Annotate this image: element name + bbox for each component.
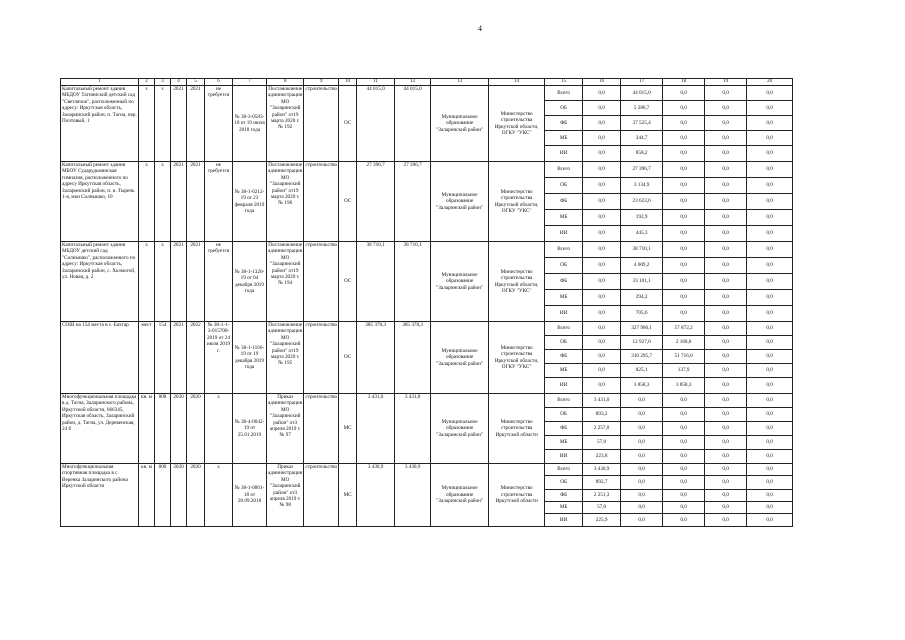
- amount-cell: 0,0: [705, 422, 747, 436]
- table-row: [61, 86, 793, 101]
- amount-cell: 3 858,3: [663, 378, 705, 394]
- limit-cell: 3 431,0: [395, 394, 431, 464]
- amount-cell: 0,0: [747, 394, 793, 408]
- budget-type-cell: ОБ: [545, 101, 583, 116]
- amount-cell: 0,0: [663, 394, 705, 408]
- amount-cell: 0,0: [621, 408, 663, 422]
- amount-cell: 38 710,1: [621, 242, 663, 258]
- column-number-6: 6: [205, 79, 233, 86]
- budget-type-cell: МБ: [545, 210, 583, 226]
- amount-cell: 0,0: [747, 490, 793, 502]
- amount-cell: 0,0: [747, 274, 793, 290]
- object-name: Многофункциональная спортивная площадка в с. Веренка Заларинского района Иркутской области: [61, 464, 139, 527]
- capacity-cell: 800: [155, 464, 171, 527]
- amount-cell: 0,0: [705, 274, 747, 290]
- recipient-cell: Министерство строительства Иркутской области, ОГКУ "УКС": [489, 162, 545, 242]
- amount-cell: 0,0: [663, 450, 705, 464]
- amount-cell: 0,0: [747, 436, 793, 450]
- budget-type-cell: ОБ: [545, 476, 583, 490]
- end-year-cell: 2021: [187, 242, 205, 322]
- estimate-cell: № 38-1-0212-19 от 23 февраля 2019 года: [233, 162, 267, 242]
- budget-type-cell: Всего: [545, 86, 583, 101]
- object-name: СОШ на 154 места в с. Бахтар: [61, 322, 139, 394]
- table-row: [61, 162, 793, 178]
- customer-cell: Муниципальное образование "Заларинский район": [431, 464, 489, 527]
- amount-cell: 0,0: [583, 290, 621, 306]
- object-name: Капитальный ремонт здания МБДОУ Тагнинский детский сад "Светлячок", расположенный по адресу: Иркутская область, Заларинский район, п. Тагна, пер. Почтовый, 1: [61, 86, 139, 162]
- amount-cell: 0,0: [747, 502, 793, 514]
- estimate-cell: № 38-1-0801-18 от 28.09.2018: [233, 464, 267, 527]
- work-type-cell: строительство: [304, 242, 339, 322]
- recipient-cell: Министерство строительства Иркутской области: [489, 394, 545, 464]
- decree-cell: Приказ администрации МО "Заларинский район" от3 апреля 2019 г. № 97: [267, 394, 304, 464]
- amount-cell: 0,0: [747, 258, 793, 274]
- amount-cell: 892,7: [583, 476, 621, 490]
- capacity-cell: х: [155, 86, 171, 162]
- amount-cell: 0,0: [705, 242, 747, 258]
- amount-cell: 0,0: [747, 364, 793, 378]
- margin-mark: ·: [5, 610, 7, 615]
- start-year-cell: 2021: [171, 322, 187, 394]
- amount-cell: 0,0: [663, 290, 705, 306]
- amount-cell: 0,0: [663, 146, 705, 162]
- table-row: [61, 322, 793, 336]
- amount-cell: 0,0: [705, 464, 747, 476]
- amount-cell: 310 295,7: [621, 350, 663, 364]
- financing-source-cell: ОС: [339, 162, 357, 242]
- amount-cell: 327 906,1: [621, 322, 663, 336]
- amount-cell: 0,0: [583, 101, 621, 116]
- estimate-cell: № 38-1-1166-19 от 19 декабря 2019 года: [233, 322, 267, 394]
- amount-cell: 0,0: [747, 306, 793, 322]
- amount-cell: 0,0: [747, 450, 793, 464]
- work-type-cell: строительство: [304, 464, 339, 527]
- start-year-cell: 2020: [171, 394, 187, 464]
- start-year-cell: 2021: [171, 86, 187, 162]
- column-number-1: 1: [61, 79, 139, 86]
- financing-source-cell: МС: [339, 394, 357, 464]
- amount-cell: 0,0: [583, 242, 621, 258]
- unit-cell: кв. м: [139, 394, 155, 464]
- amount-cell: 0,0: [583, 378, 621, 394]
- amount-cell: 0,0: [583, 306, 621, 322]
- amount-cell: 705,6: [621, 306, 663, 322]
- budget-type-cell: ОБ: [545, 178, 583, 194]
- expertise-cell: х: [205, 464, 233, 527]
- amount-cell: 0,0: [747, 290, 793, 306]
- column-number-3: 3: [155, 79, 171, 86]
- amount-cell: 23 623,6: [621, 194, 663, 210]
- budget-type-cell: ОБ: [545, 258, 583, 274]
- amount-cell: 858,2: [621, 146, 663, 162]
- amount-cell: 2 257,0: [583, 422, 621, 436]
- amount-cell: 0,0: [747, 464, 793, 476]
- amount-cell: 0,0: [663, 226, 705, 242]
- amount-cell: 0,0: [705, 162, 747, 178]
- budget-type-cell: Всего: [545, 322, 583, 336]
- amount-cell: 0,0: [583, 258, 621, 274]
- amount-cell: 0,0: [583, 274, 621, 290]
- unit-cell: х: [139, 162, 155, 242]
- unit-cell: х: [139, 86, 155, 162]
- budget-type-cell: Всего: [545, 242, 583, 258]
- amount-cell: 137,9: [663, 364, 705, 378]
- amount-cell: 0,0: [705, 131, 747, 146]
- amount-cell: 0,0: [747, 476, 793, 490]
- amount-cell: 0,0: [705, 290, 747, 306]
- amount-cell: 225,9: [583, 514, 621, 527]
- column-number-2: 2: [139, 79, 155, 86]
- amount-cell: 0,0: [747, 422, 793, 436]
- amount-cell: 0,0: [663, 274, 705, 290]
- amount-cell: 12 927,0: [621, 336, 663, 350]
- column-number-4: 4: [171, 79, 187, 86]
- estimate-cell: № 38-3-0583-18 от 19 июля 2018 года: [233, 86, 267, 162]
- column-number-15: 15: [545, 79, 583, 86]
- expertise-cell: не требуется: [205, 86, 233, 162]
- budget-type-cell: Всего: [545, 464, 583, 476]
- amount-cell: 0,0: [747, 242, 793, 258]
- amount-cell: 0,0: [663, 408, 705, 422]
- amount-cell: 0,0: [705, 178, 747, 194]
- margin-mark: ·: [5, 580, 7, 585]
- budget-type-cell: ИИ: [545, 450, 583, 464]
- customer-cell: Муниципальное образование "Заларинский район": [431, 394, 489, 464]
- object-name: Капитальный ремонт здания МБОУ Сударудьминская гимназия, расположенного по адресу Иркутская область, Заларинский район, п. и. Тырепь 1-я, мкн Солнышко, 10: [61, 162, 139, 242]
- decree-cell: Постановление администрации МО "Заларинский район" от19 марта 2020 г. № 196: [267, 162, 304, 242]
- customer-cell: Муниципальное образование "Заларинский район": [431, 86, 489, 162]
- column-number-17: 17: [621, 79, 663, 86]
- table-row: [61, 394, 793, 408]
- capacity-cell: х: [155, 242, 171, 322]
- expertise-cell: не требуется: [205, 242, 233, 322]
- table-row: [61, 242, 793, 258]
- amount-cell: 0,0: [705, 476, 747, 490]
- amount-cell: 0,0: [663, 514, 705, 527]
- amount-cell: 0,0: [663, 116, 705, 131]
- amount-cell: 0,0: [705, 394, 747, 408]
- budget-type-cell: ФБ: [545, 116, 583, 131]
- budget-type-cell: МБ: [545, 131, 583, 146]
- capacity-cell: 154: [155, 322, 171, 394]
- amount-cell: 0,0: [705, 146, 747, 162]
- expertise-cell: № 38-1-1-3-015708-2019 от 24 июля 2019 г.: [205, 322, 233, 394]
- amount-cell: 0,0: [663, 131, 705, 146]
- column-number-9: 9: [304, 79, 339, 86]
- amount-cell: 0,0: [663, 502, 705, 514]
- amount-cell: 0,0: [747, 131, 793, 146]
- amount-cell: 445,3: [621, 226, 663, 242]
- budget-type-cell: Всего: [545, 394, 583, 408]
- limit-cell: 44 015,0: [395, 86, 431, 162]
- amount-cell: 0,0: [747, 514, 793, 527]
- recipient-cell: Министерство строительства Иркутской области, ОГКУ "УКС": [489, 86, 545, 162]
- amount-cell: 0,0: [621, 490, 663, 502]
- amount-cell: 0,0: [705, 450, 747, 464]
- column-number-10: 10: [339, 79, 357, 86]
- amount-cell: 825,1: [621, 364, 663, 378]
- amount-cell: 0,0: [621, 394, 663, 408]
- limit-cell: 3 430,9: [395, 464, 431, 527]
- amount-cell: 0,0: [705, 378, 747, 394]
- amount-cell: 0,0: [583, 162, 621, 178]
- end-year-cell: 2021: [187, 86, 205, 162]
- expertise-cell: не требуется: [205, 162, 233, 242]
- cost-cell: 3 431,0: [357, 394, 395, 464]
- amount-cell: 57,0: [583, 502, 621, 514]
- budget-type-cell: ИИ: [545, 514, 583, 527]
- end-year-cell: 2021: [187, 162, 205, 242]
- customer-cell: Муниципальное образование "Заларинский район": [431, 322, 489, 394]
- amount-cell: 2 251,3: [583, 490, 621, 502]
- amount-cell: 0,0: [663, 162, 705, 178]
- amount-cell: 0,0: [583, 322, 621, 336]
- unit-cell: кв. м: [139, 464, 155, 527]
- amount-cell: 0,0: [583, 210, 621, 226]
- budget-type-cell: МБ: [545, 364, 583, 378]
- cost-cell: 3 430,9: [357, 464, 395, 527]
- unit-cell: х: [139, 242, 155, 322]
- column-number-5: 5: [187, 79, 205, 86]
- decree-cell: Постановление администрации МО "Заларинский район" от19 марта 2020 г. № 194: [267, 242, 304, 322]
- column-number-12: 12: [395, 79, 431, 86]
- amount-cell: 0,0: [663, 101, 705, 116]
- start-year-cell: 2021: [171, 162, 187, 242]
- amount-cell: 0,0: [705, 116, 747, 131]
- decree-cell: Приказ администрации МО "Заларинский район" от3 апреля 2019 г. № 98: [267, 464, 304, 527]
- column-number-18: 18: [663, 79, 705, 86]
- budget-type-cell: ИИ: [545, 306, 583, 322]
- amount-cell: 3 431,0: [583, 394, 621, 408]
- amount-cell: 2 160,0: [663, 336, 705, 350]
- amount-cell: 0,0: [747, 336, 793, 350]
- amount-cell: 0,0: [747, 210, 793, 226]
- amount-cell: 0,0: [705, 350, 747, 364]
- limit-cell: 38 710,1: [395, 242, 431, 322]
- budget-type-cell: ФБ: [545, 194, 583, 210]
- amount-cell: 37 525,4: [621, 116, 663, 131]
- amount-cell: 0,0: [663, 258, 705, 274]
- amount-cell: 344,7: [621, 131, 663, 146]
- amount-cell: 4 609,2: [621, 258, 663, 274]
- amount-cell: 0,0: [705, 226, 747, 242]
- amount-cell: 0,0: [621, 502, 663, 514]
- amount-cell: 0,0: [705, 306, 747, 322]
- amount-cell: 0,0: [621, 514, 663, 527]
- amount-cell: 3 858,3: [621, 378, 663, 394]
- amount-cell: 0,0: [747, 408, 793, 422]
- amount-cell: 0,0: [621, 476, 663, 490]
- amount-cell: 0,0: [663, 242, 705, 258]
- amount-cell: 0,0: [583, 226, 621, 242]
- amount-cell: 0,0: [705, 322, 747, 336]
- amount-cell: 0,0: [705, 86, 747, 101]
- budget-type-cell: МБ: [545, 436, 583, 450]
- amount-cell: 57 872,2: [663, 322, 705, 336]
- column-number-13: 13: [431, 79, 489, 86]
- amount-cell: 0,0: [621, 422, 663, 436]
- end-year-cell: 2022: [187, 322, 205, 394]
- amount-cell: 0,0: [705, 336, 747, 350]
- table-row: [61, 464, 793, 476]
- work-type-cell: строительство: [304, 86, 339, 162]
- column-number-16: 16: [583, 79, 621, 86]
- amount-cell: 0,0: [583, 86, 621, 101]
- amount-cell: 33 101,1: [621, 274, 663, 290]
- start-year-cell: 2021: [171, 242, 187, 322]
- amount-cell: 0,0: [747, 178, 793, 194]
- column-number-row: [61, 79, 793, 86]
- page-number: 4: [478, 24, 482, 33]
- amount-cell: 0,0: [747, 226, 793, 242]
- amount-cell: 0,0: [747, 86, 793, 101]
- decree-cell: Постановление администрации МО "Заларинский район" от19 марта 2020 г. № 195: [267, 322, 304, 394]
- budget-type-cell: МБ: [545, 502, 583, 514]
- amount-cell: 0,0: [583, 364, 621, 378]
- amount-cell: 0,0: [583, 116, 621, 131]
- amount-cell: 0,0: [747, 101, 793, 116]
- amount-cell: 0,0: [583, 131, 621, 146]
- amount-cell: 0,0: [583, 146, 621, 162]
- capacity-cell: 808: [155, 394, 171, 464]
- amount-cell: 0,0: [747, 116, 793, 131]
- amount-cell: 0,0: [705, 502, 747, 514]
- amount-cell: 3 430,9: [583, 464, 621, 476]
- amount-cell: 44 015,0: [621, 86, 663, 101]
- amount-cell: 0,0: [663, 464, 705, 476]
- program-table: [60, 78, 793, 527]
- amount-cell: 51 716,0: [663, 350, 705, 364]
- end-year-cell: 2020: [187, 464, 205, 527]
- amount-cell: 0,0: [705, 514, 747, 527]
- work-type-cell: строительство: [304, 394, 339, 464]
- column-number-11: 11: [357, 79, 395, 86]
- amount-cell: 0,0: [663, 210, 705, 226]
- work-type-cell: строительство: [304, 162, 339, 242]
- financing-source-cell: МС: [339, 464, 357, 527]
- amount-cell: 893,2: [583, 408, 621, 422]
- amount-cell: 0,0: [663, 476, 705, 490]
- recipient-cell: Министерство строительства Иркутской области, ОГКУ "УКС": [489, 322, 545, 394]
- amount-cell: 0,0: [583, 336, 621, 350]
- budget-type-cell: ИИ: [545, 146, 583, 162]
- customer-cell: Муниципальное образование "Заларинский район": [431, 162, 489, 242]
- limit-cell: 27 396,7: [395, 162, 431, 242]
- amount-cell: 27 396,7: [621, 162, 663, 178]
- cost-cell: 44 015,0: [357, 86, 395, 162]
- column-number-8: 8: [267, 79, 304, 86]
- financing-source-cell: ОС: [339, 242, 357, 322]
- amount-cell: 0,0: [705, 101, 747, 116]
- amount-cell: 5 286,7: [621, 101, 663, 116]
- budget-type-cell: ФБ: [545, 350, 583, 364]
- amount-cell: 0,0: [705, 364, 747, 378]
- budget-type-cell: ФБ: [545, 274, 583, 290]
- financing-source-cell: ОС: [339, 322, 357, 394]
- recipient-cell: Министерство строительства Иркутской области, ОГКУ "УКС": [489, 242, 545, 322]
- column-number-20: 20: [747, 79, 793, 86]
- column-number-19: 19: [705, 79, 747, 86]
- amount-cell: 0,0: [621, 450, 663, 464]
- amount-cell: 0,0: [621, 436, 663, 450]
- cost-cell: 38 710,1: [357, 242, 395, 322]
- capacity-cell: х: [155, 162, 171, 242]
- amount-cell: 0,0: [663, 194, 705, 210]
- customer-cell: Муниципальное образование "Заларинский район": [431, 242, 489, 322]
- expertise-cell: х: [205, 394, 233, 464]
- object-name: Многофункциональная площадка в д. Тагна, Заларинского района, Иркутской области, 666345, Иркутская область, Заларинский район, д. Тагна, ул. Деревенская, 24 б: [61, 394, 139, 464]
- work-type-cell: строительство: [304, 322, 339, 394]
- financing-source-cell: ОС: [339, 86, 357, 162]
- budget-type-cell: ОБ: [545, 408, 583, 422]
- amount-cell: 294,2: [621, 290, 663, 306]
- amount-cell: 0,0: [583, 194, 621, 210]
- cost-cell: 27 396,7: [357, 162, 395, 242]
- budget-type-cell: ИИ: [545, 226, 583, 242]
- amount-cell: 0,0: [621, 464, 663, 476]
- unit-cell: мест: [139, 322, 155, 394]
- amount-cell: 223,8: [583, 450, 621, 464]
- amount-cell: 0,0: [663, 436, 705, 450]
- budget-type-cell: Всего: [545, 162, 583, 178]
- column-number-14: 14: [489, 79, 545, 86]
- amount-cell: 0,0: [747, 322, 793, 336]
- amount-cell: 57,0: [583, 436, 621, 450]
- estimate-cell: № 38-4-0042-19 от 25.01.2019: [233, 394, 267, 464]
- amount-cell: 3 134,9: [621, 178, 663, 194]
- amount-cell: 0,0: [747, 162, 793, 178]
- amount-cell: 0,0: [705, 194, 747, 210]
- budget-type-cell: ФБ: [545, 422, 583, 436]
- budget-type-cell: МБ: [545, 290, 583, 306]
- amount-cell: 0,0: [663, 306, 705, 322]
- cost-cell: 385 378,3: [357, 322, 395, 394]
- budget-type-cell: ОБ: [545, 336, 583, 350]
- column-number-7: 7: [233, 79, 267, 86]
- end-year-cell: 2020: [187, 394, 205, 464]
- amount-cell: 0,0: [747, 194, 793, 210]
- amount-cell: 0,0: [705, 210, 747, 226]
- amount-cell: 0,0: [663, 422, 705, 436]
- amount-cell: 0,0: [583, 350, 621, 364]
- amount-cell: 0,0: [663, 490, 705, 502]
- amount-cell: 0,0: [705, 436, 747, 450]
- amount-cell: 0,0: [747, 350, 793, 364]
- estimate-cell: № 38-1-1320-19 от 04 декабря 2019 года: [233, 242, 267, 322]
- object-name: Капитальный ремонт здания МБДОУ детский сад "Солнышко", расположенного по адресу: Иркутская область, Заларинский район, с. Холмогой, ул. Новая, д. 2: [61, 242, 139, 322]
- amount-cell: 0,0: [583, 178, 621, 194]
- amount-cell: 0,0: [663, 86, 705, 101]
- amount-cell: 0,0: [705, 490, 747, 502]
- limit-cell: 385 378,3: [395, 322, 431, 394]
- amount-cell: 0,0: [747, 378, 793, 394]
- budget-type-cell: ФБ: [545, 490, 583, 502]
- amount-cell: 0,0: [705, 408, 747, 422]
- amount-cell: 192,9: [621, 210, 663, 226]
- amount-cell: 0,0: [747, 146, 793, 162]
- recipient-cell: Министерство строительства Иркутской области: [489, 464, 545, 527]
- start-year-cell: 2020: [171, 464, 187, 527]
- amount-cell: 0,0: [705, 258, 747, 274]
- decree-cell: Постановление администрации МО "Заларинский район" от19 марта 2020 г. № 192: [267, 86, 304, 162]
- budget-type-cell: ИИ: [545, 378, 583, 394]
- amount-cell: 0,0: [663, 178, 705, 194]
